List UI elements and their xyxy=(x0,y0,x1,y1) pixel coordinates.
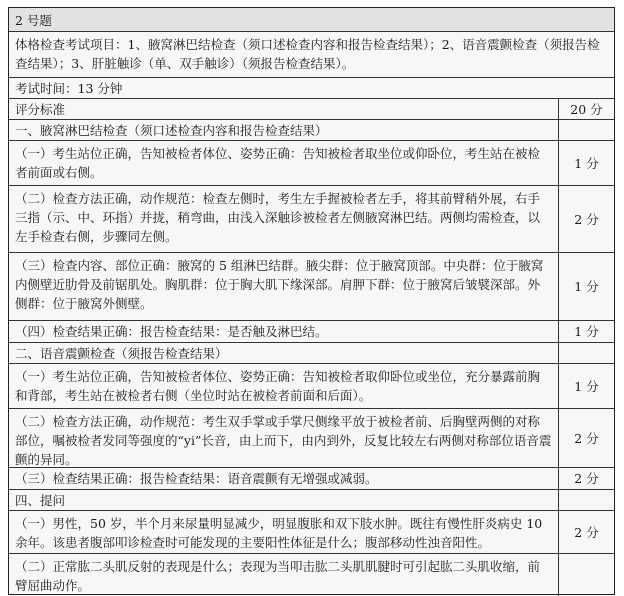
criteria-score: 2 分 xyxy=(558,468,614,489)
section-heading-row xyxy=(9,490,614,511)
criteria-row xyxy=(9,554,614,596)
criteria-row xyxy=(9,468,614,490)
criteria-header-row xyxy=(9,99,614,120)
criteria-row xyxy=(9,364,614,409)
section-heading-row xyxy=(9,120,614,141)
criteria-text: （三）检查结果正确：报告检查结果：语音震颤有无增强或减弱。 xyxy=(15,471,378,486)
criteria-row xyxy=(9,141,614,186)
criteria-row xyxy=(9,409,614,468)
criteria-row xyxy=(9,253,614,321)
exam-time-row xyxy=(9,78,614,99)
criteria-row xyxy=(9,186,614,253)
section-heading: 一、腋窝淋巴结检查（须口述检查内容和报告检查结果） xyxy=(15,123,328,138)
section-heading-row xyxy=(9,343,614,364)
criteria-row xyxy=(9,321,614,343)
exam-time-text: 考试时间：13 分钟 xyxy=(15,81,123,96)
exam-items-row xyxy=(9,32,614,78)
criteria-text: （一）考生站位正确，告知被检者体位、姿势正确：告知被检者取坐位或仰卧位，考生站在被检者前面或右侧。 xyxy=(15,146,541,180)
section-heading: 二、语音震颤检查（须报告检查结果） xyxy=(15,346,228,361)
criteria-text: （四）检查结果正确：报告检查结果：是否触及淋巴结。 xyxy=(15,324,328,339)
criteria-score: 2 分 xyxy=(558,409,614,467)
criteria-text: （二）检查方法正确，动作规范：检查左侧时，考生左手握被检者左手，将其前臂稍外展，右手三指（示、中、环指）并拢，稍弯曲，由浅入深触诊被检者左侧腋窝淋巴结。两侧均需检查，以左手检查右侧，步骤同左侧。 xyxy=(15,191,541,244)
criteria-score: 1 分 xyxy=(558,321,614,342)
criteria-score: 2 分 xyxy=(558,186,614,252)
criteria-text: （二）正常肱二头肌反射的表现是什么；表现为当叩击肱二头肌肌腱时可引起肱二头肌收缩，前臂屈曲动作。 xyxy=(15,559,541,593)
exam-sheet xyxy=(8,7,615,595)
exam-items-text: 体格检查考试项目：1、腋窝淋巴结检查（须口述检查内容和报告检查结果）；2、语音震颤检查（须报告检查结果）；3、肝脏触诊（单、双手触诊）（须报告检查结果）。 xyxy=(15,37,600,71)
criteria-score: 1 分 xyxy=(558,253,614,320)
score-cell-empty xyxy=(558,120,614,140)
criteria-score xyxy=(558,554,614,596)
criteria-text: （一）考生站位正确，告知被检者体位、姿势正确：告知被检者取仰卧位或坐位，充分暴露前胸和背部，考生站在被检者右侧（坐位时站在被检者前面和后面）。 xyxy=(15,369,541,403)
criteria-score: 2 分 xyxy=(558,511,614,553)
criteria-text: （二）检查方法正确，动作规范：考生双手掌或手掌尺侧缘平放于被检者前、后胸壁两侧的对称部位，嘱被检者发同等强度的“yi”长音，由上而下，由内到外，反复比较左右两侧对称部位语音震颤的异同。 xyxy=(15,414,552,467)
criteria-score: 1 分 xyxy=(558,364,614,408)
score-cell-empty xyxy=(558,343,614,363)
score-cell-empty xyxy=(558,490,614,510)
criteria-label: 评分标准 xyxy=(15,102,66,117)
section-heading: 四、提问 xyxy=(15,493,66,508)
total-score: 20 分 xyxy=(558,99,614,119)
criteria-score: 1 分 xyxy=(558,141,614,185)
criteria-text: （三）检查内容、部位正确：腋窝的 5 组淋巴结群。腋尖群：位于腋窝顶部。中央群：位于腋窝内侧壁近肋骨及前锯肌处。胸肌群：位于胸大肌下缘深部。肩胛下群：位于腋窝后皱襞深部。外侧群：位于腋窝外侧壁。 xyxy=(15,258,544,311)
exam-title: 2 号题 xyxy=(15,13,52,28)
criteria-row xyxy=(9,511,614,554)
title-row xyxy=(9,8,614,32)
criteria-text: （一）男性，50 岁，半个月来尿量明显减少，明显腹胀和双下肢水肿。既往有慢性肝炎病史 10 余年。该患者腹部叩诊检查时可能发现的主要阳性体征是什么；腹部移动性浊音阳性。 xyxy=(15,516,543,550)
